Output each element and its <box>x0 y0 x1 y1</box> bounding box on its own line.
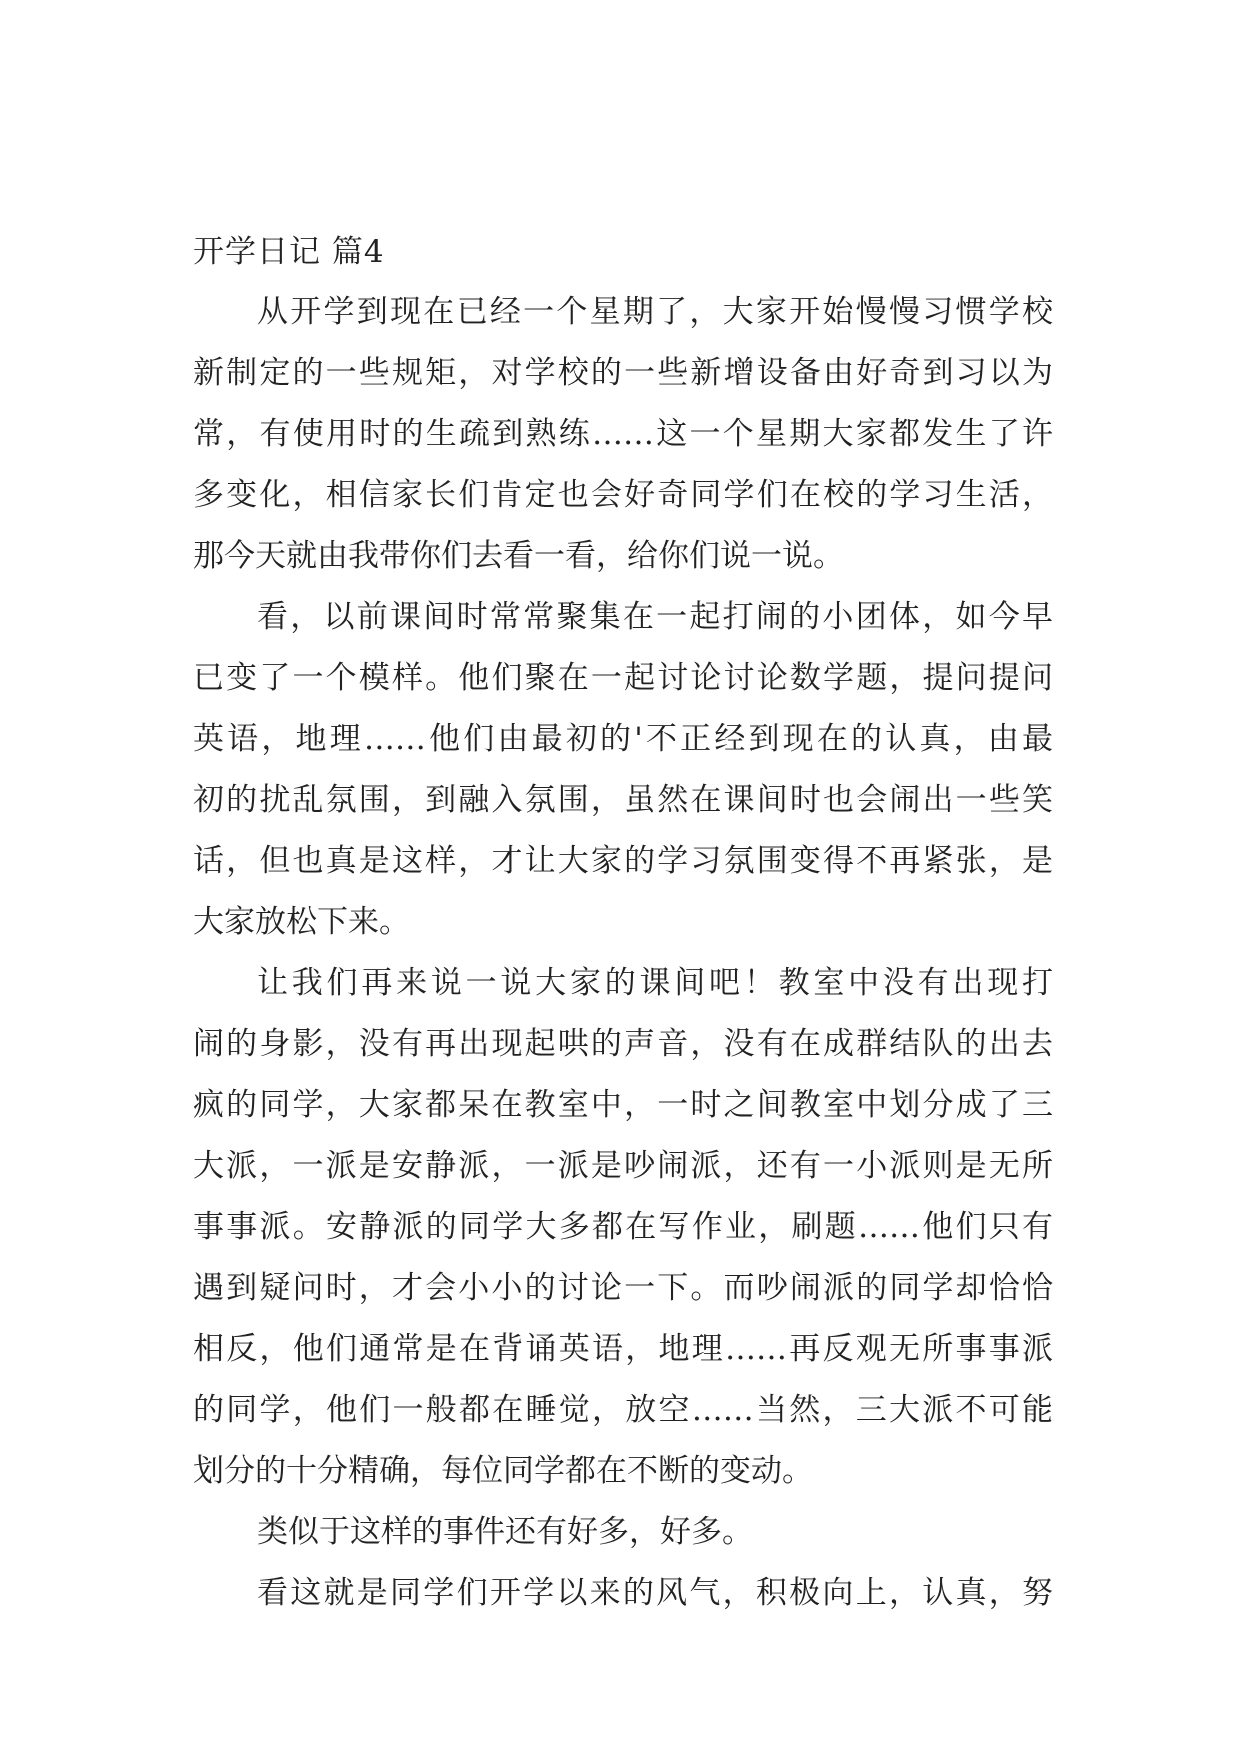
paragraph-line: 看，以前课间时常常聚集在一起打闹的小团体，如今早 <box>257 599 1053 635</box>
paragraph-line: 多变化，相信家长们肯定也会好奇同学们在校的学习生活， <box>193 477 1053 513</box>
paragraph-line: 疯的同学，大家都呆在教室中，一时之间教室中划分成了三 <box>193 1087 1053 1123</box>
paragraph-line: 的同学，他们一般都在睡觉，放空……当然，三大派不可能 <box>193 1392 1053 1428</box>
paragraph-4 <box>193 1502 1053 1563</box>
paragraph-line: 已变了一个模样。他们聚在一起讨论讨论数学题，提问提问 <box>193 660 1053 696</box>
paragraph-line: 让我们再来说一说大家的课间吧！教室中没有出现打 <box>257 965 1053 1001</box>
paragraph-line: 闹的身影，没有再出现起哄的声音，没有在成群结队的出去 <box>193 1026 1053 1062</box>
paragraph-line: 那今天就由我带你们去看一看，给你们说一说。 <box>193 538 844 574</box>
paragraph-line: 话，但也真是这样，才让大家的学习氛围变得不再紧张，是 <box>193 843 1053 879</box>
paragraph-3 <box>193 953 1053 1502</box>
paragraph-1 <box>193 282 1053 587</box>
paragraph-line: 相反，他们通常是在背诵英语，地理……再反观无所事事派 <box>193 1331 1053 1367</box>
paragraph-line: 大派，一派是安静派，一派是吵闹派，还有一小派则是无所 <box>193 1148 1053 1184</box>
paragraph-line: 大家放松下来。 <box>193 904 410 940</box>
paragraph-line: 遇到疑问时，才会小小的讨论一下。而吵闹派的同学却恰恰 <box>193 1270 1053 1306</box>
document-heading: 开学日记 篇4 <box>193 234 385 270</box>
paragraph-line: 初的扰乱氛围，到融入氛围，虽然在课间时也会闹出一些笑 <box>193 782 1053 818</box>
paragraph-line: 看这就是同学们开学以来的风气，积极向上，认真，努 <box>257 1575 1053 1611</box>
paragraph-line: 类似于这样的事件还有好多，好多。 <box>257 1514 753 1550</box>
paragraph-line: 常，有使用时的生疏到熟练……这一个星期大家都发生了许 <box>193 416 1053 452</box>
paragraph-2 <box>193 587 1053 953</box>
document-body <box>193 222 1053 1624</box>
paragraph-line: 划分的十分精确，每位同学都在不断的变动。 <box>193 1453 813 1489</box>
paragraph-5 <box>193 1563 1053 1624</box>
paragraph-line: 英语，地理……他们由最初的'不正经到现在的认真，由最 <box>193 721 1053 757</box>
paragraph-line: 新制定的一些规矩，对学校的一些新增设备由好奇到习以为 <box>193 355 1053 391</box>
paragraph-line: 从开学到现在已经一个星期了，大家开始慢慢习惯学校 <box>257 294 1053 330</box>
paragraph-line: 事事派。安静派的同学大多都在写作业，刷题……他们只有 <box>193 1209 1053 1245</box>
